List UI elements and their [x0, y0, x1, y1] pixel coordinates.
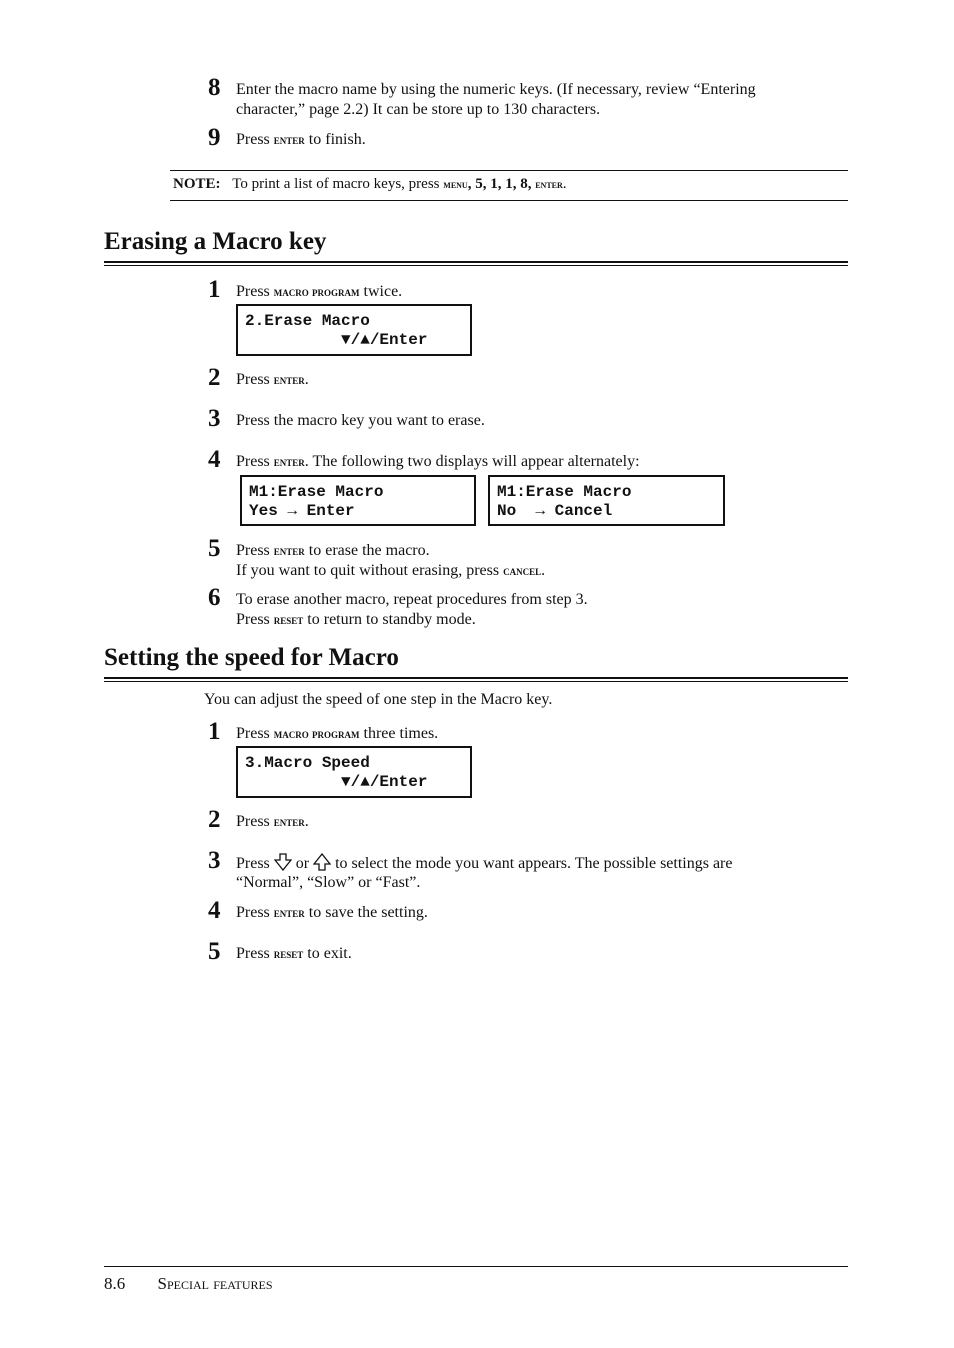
step-text: Press enter. The following two displays will appear alternately:	[236, 453, 640, 470]
step-text: Press enter.	[236, 813, 309, 830]
section-title: Setting the speed for Macro	[104, 644, 399, 671]
step-text: Enter the macro name by using the numeric keys. (If necessary, review “Entering	[236, 81, 756, 98]
footer-rule	[104, 1266, 848, 1267]
step-number: 5	[208, 535, 221, 562]
step-text: Press or to select the mode you want appears. The possible settings are	[236, 853, 732, 877]
note-rule-top	[170, 170, 848, 171]
step-text: If you want to quit without erasing, press cancel.	[236, 562, 546, 579]
step-number: 4	[208, 897, 221, 924]
step-number: 5	[208, 938, 221, 965]
step-number: 1	[208, 276, 221, 303]
key-macro-program: macro program	[273, 284, 360, 299]
step-text: character,” page 2.2) It can be store up to 130 characters.	[236, 101, 601, 118]
step-number: 2	[208, 364, 221, 391]
step-number: 8	[208, 74, 221, 101]
lcd-display: 2.Erase Macro ▼/▲/Enter	[236, 304, 472, 356]
page-number: 8.6	[104, 1274, 126, 1293]
step-text: Press macro program twice.	[236, 283, 403, 300]
section-rule	[104, 677, 848, 679]
note-rule-bottom	[170, 200, 848, 201]
lcd-display: 3.Macro Speed ▼/▲/Enter	[236, 746, 472, 798]
section-rule	[104, 681, 848, 682]
step-number: 9	[208, 124, 221, 151]
lcd-display-no: M1:Erase Macro No → Cancel	[488, 475, 725, 526]
step-number: 4	[208, 446, 221, 473]
step-text: To erase another macro, repeat procedures from step 3.	[236, 591, 588, 608]
step-number: 3	[208, 405, 221, 432]
step-text: “Normal”, “Slow” or “Fast”.	[236, 874, 421, 891]
step-number: 1	[208, 718, 221, 745]
step-text: Press reset to exit.	[236, 945, 352, 962]
footer	[104, 1274, 273, 1294]
note	[173, 176, 567, 193]
note-text: To print a list of macro keys, press menu, 5, 1, 1, 8, enter.	[232, 176, 567, 192]
step-number: 6	[208, 584, 221, 611]
section-title: Erasing a Macro key	[104, 228, 327, 255]
step-text: Press enter to finish.	[236, 131, 366, 148]
step-text: Press enter to save the setting.	[236, 904, 428, 921]
step-text: Press reset to return to standby mode.	[236, 611, 476, 628]
key-enter: enter	[273, 132, 305, 147]
section-intro: You can adjust the speed of one step in the Macro key.	[204, 691, 553, 708]
step-number: 3	[208, 847, 221, 874]
step-text: Press enter.	[236, 371, 309, 388]
section-rule	[104, 261, 848, 263]
step-number: 2	[208, 806, 221, 833]
step-text: Press macro program three times.	[236, 725, 439, 742]
step-text: Press enter to erase the macro.	[236, 542, 430, 559]
section-rule	[104, 265, 848, 266]
step-text: Press the macro key you want to erase.	[236, 412, 485, 429]
section-name: Special features	[157, 1274, 273, 1293]
note-label: NOTE:	[173, 176, 221, 192]
lcd-display-yes: M1:Erase Macro Yes → Enter	[240, 475, 476, 526]
